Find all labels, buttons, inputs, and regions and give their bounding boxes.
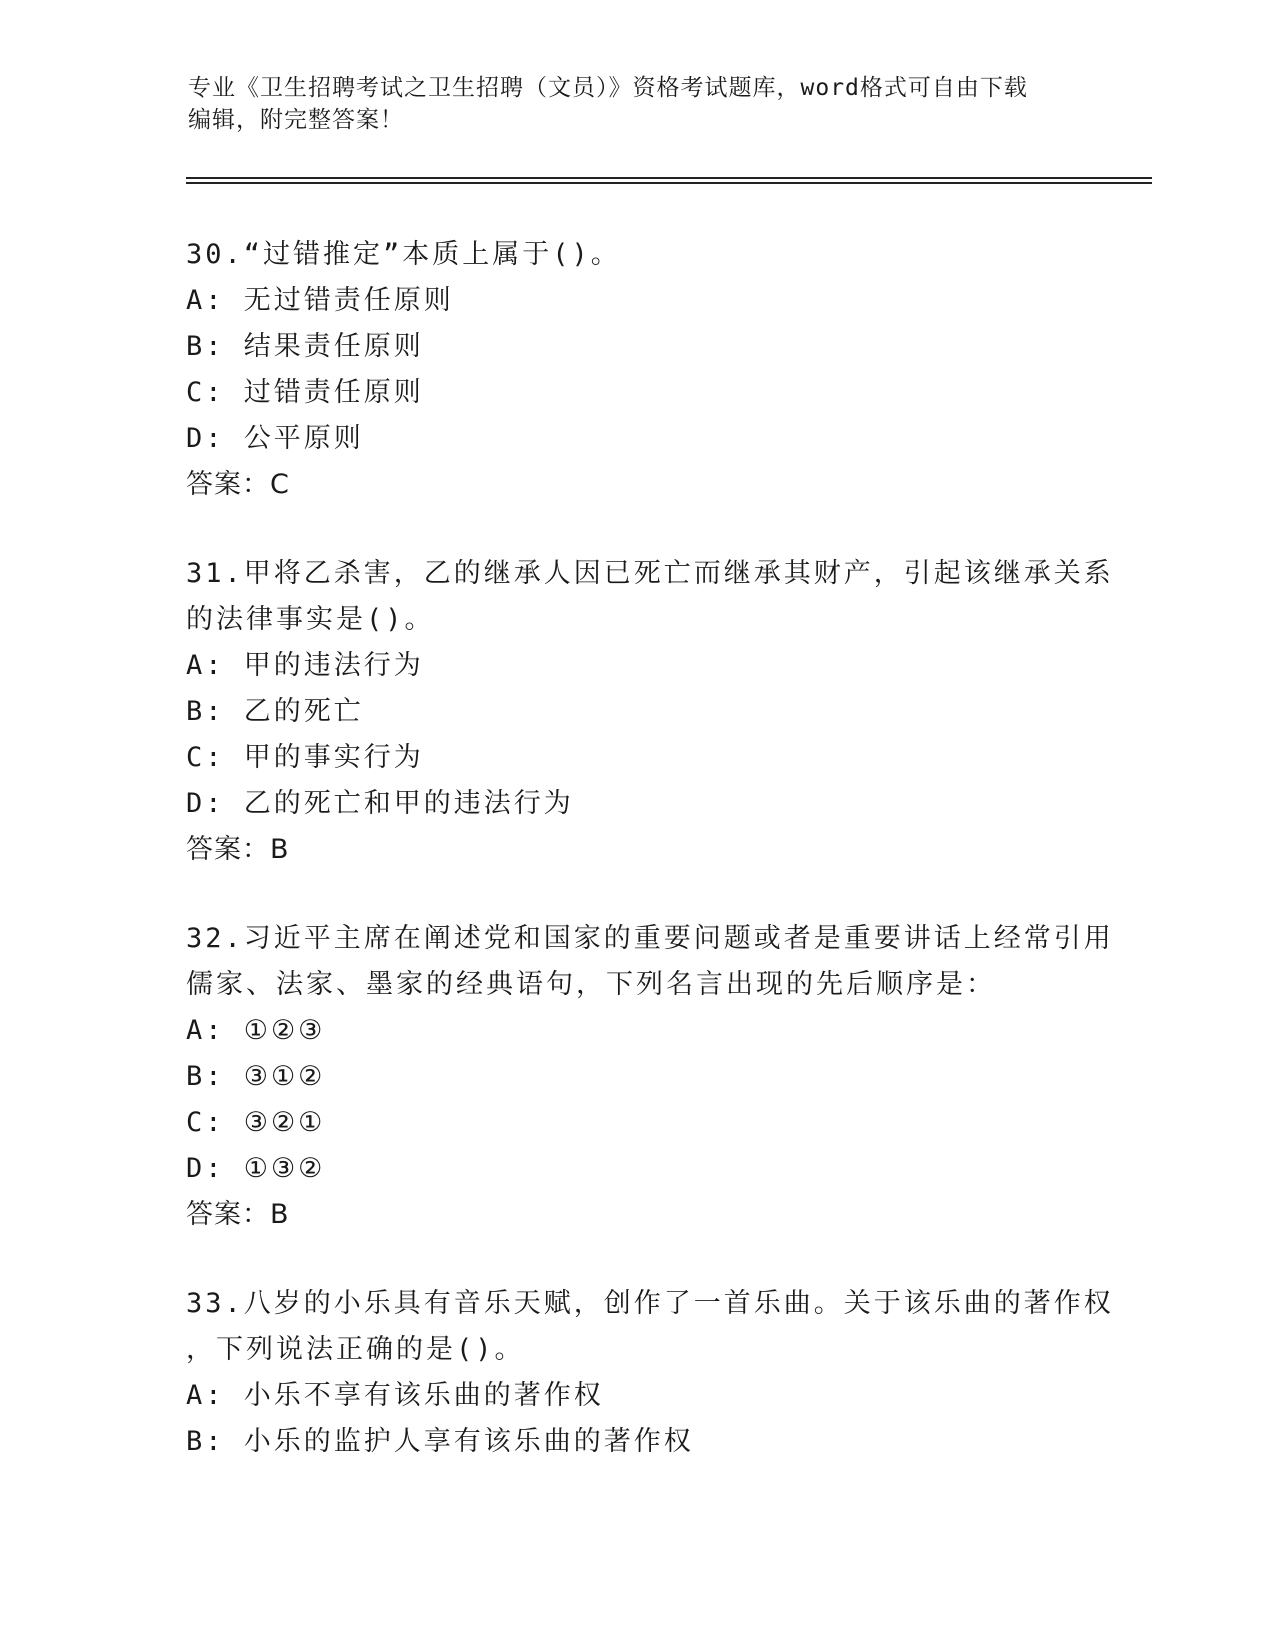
question-stem: 33.八岁的小乐具有音乐天赋，创作了一首乐曲。关于该乐曲的著作权 <box>186 1288 1114 1319</box>
option-b: B: ③①② <box>186 1061 326 1092</box>
option-b: B: 结果责任原则 <box>186 331 424 362</box>
question-list <box>186 232 1114 1465</box>
question-stem: 32.习近平主席在阐述党和国家的重要问题或者是重要讲话上经常引用 <box>186 923 1114 954</box>
answer: 答案：B <box>186 834 290 865</box>
question-32 <box>186 916 1114 1238</box>
question-stem: 30.“过错推定”本质上属于()。 <box>186 239 621 270</box>
option-b: B: 乙的死亡 <box>186 696 364 727</box>
option-b: B: 小乐的监护人享有该乐曲的著作权 <box>186 1426 694 1457</box>
document-header <box>188 72 1088 136</box>
header-line-1: 专业《卫生招聘考试之卫生招聘（文员）》资格考试题库，word格式可自由下载 <box>188 75 1028 101</box>
option-a: A: 小乐不享有该乐曲的著作权 <box>186 1380 604 1411</box>
option-a: A: ①②③ <box>186 1015 326 1046</box>
question-stem-continued: 的法律事实是()。 <box>186 604 435 635</box>
question-stem: 31.甲将乙杀害，乙的继承人因已死亡而继承其财产，引起该继承关系 <box>186 558 1114 589</box>
question-33 <box>186 1281 1114 1465</box>
option-c: C: 甲的事实行为 <box>186 742 424 773</box>
option-a: A: 无过错责任原则 <box>186 285 454 316</box>
option-d: D: 乙的死亡和甲的违法行为 <box>186 788 574 819</box>
question-stem-continued: ，下列说法正确的是()。 <box>186 1334 525 1365</box>
question-31 <box>186 551 1114 873</box>
answer: 答案：B <box>186 1199 290 1230</box>
option-a: A: 甲的违法行为 <box>186 650 424 681</box>
option-d: D: 公平原则 <box>186 423 364 454</box>
question-stem-continued: 儒家、法家、墨家的经典语句，下列名言出现的先后顺序是： <box>186 969 996 1000</box>
option-c: C: ③②① <box>186 1107 326 1138</box>
header-divider-top <box>186 177 1152 179</box>
header-line-2: 编辑，附完整答案！ <box>188 107 404 133</box>
answer: 答案：C <box>186 469 290 500</box>
option-c: C: 过错责任原则 <box>186 377 424 408</box>
question-30 <box>186 232 1086 508</box>
header-divider-bottom <box>186 182 1152 184</box>
option-d: D: ①③② <box>186 1153 326 1184</box>
